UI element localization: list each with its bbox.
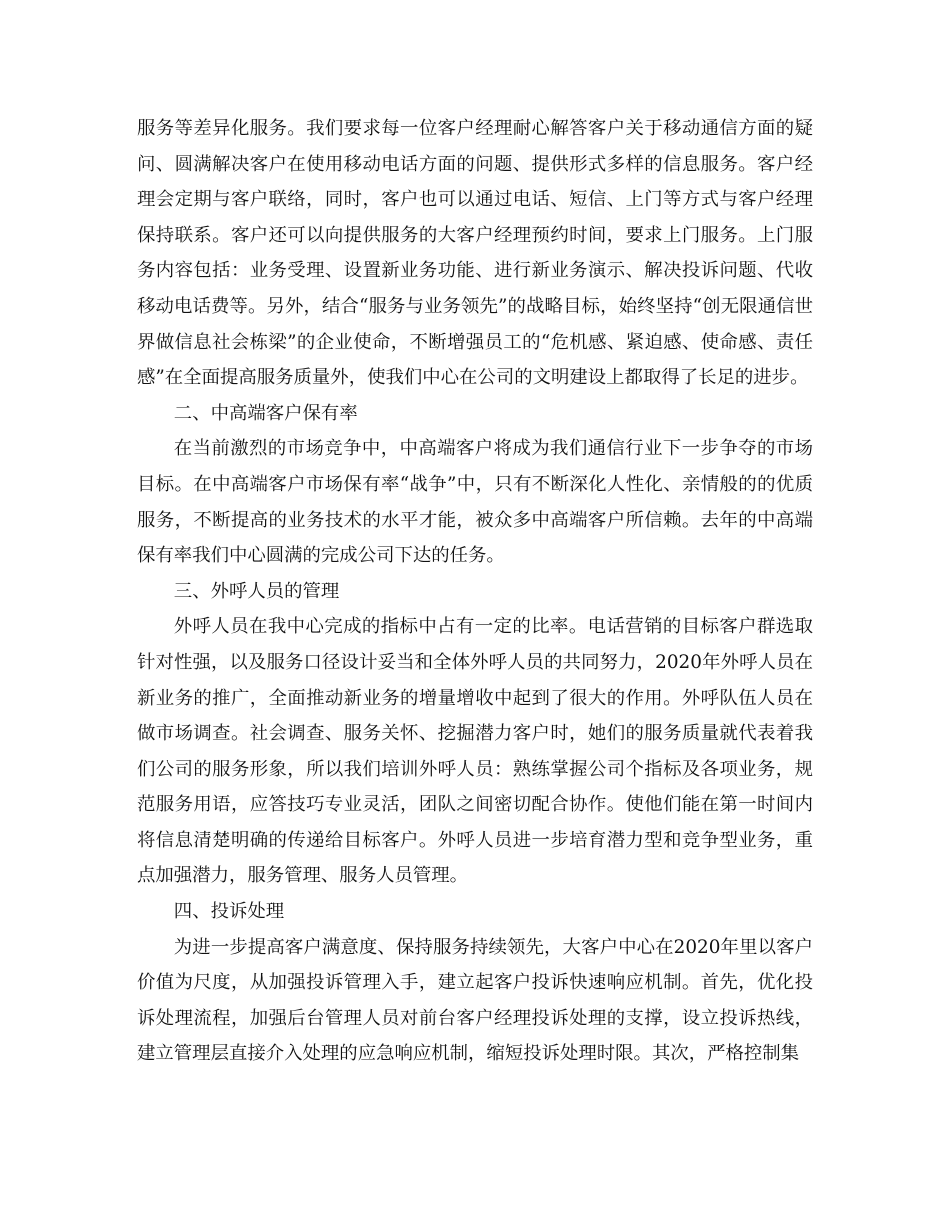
document-body	[137, 111, 813, 1072]
section-heading-complaints: 四、投诉处理	[173, 901, 285, 923]
paragraph-service-continued: 服务等差异化服务。我们要求每一位客户经理耐心解答客户关于移动通信方面的疑问、圆满解决客户在使用移动电话方面的问题、提供形式多样的信息服务。客户经理会定期与客户联络，同时，客户也可以通过电话、短信、上门等方式与客户经理保持联系。客户还可以向提供服务的大客户经理预约时间，要求上门服务。上门服务内容包括：业务受理、设置新业务功能、进行新业务演示、解决投诉问题、代收移动电话费等。另外，结合“服务与业务领先”的战略目标，始终坚持“创无限通信世界做信息社会栋梁”的企业使命，不断增强员工的“危机感、紧迫感、使命感、责任感”在全面提高服务质量外，使我们中心在公司的文明建设上都取得了长足的进步。	[137, 118, 813, 389]
paragraph-complaints: 为进一步提高客户满意度、保持服务持续领先，大客户中心在2020年里以客户价值为尺度，从加强投诉管理入手，建立起客户投诉快速响应机制。首先，优化投诉处理流程，加强后台管理人员对前台客户经理投诉处理的支撑，设立投诉热线，建立管理层直接介入处理的应急响应机制，缩短投诉处理时限。其次，严格控制集	[137, 936, 813, 1065]
section-heading-outbound-staff: 三、外呼人员的管理	[173, 580, 340, 602]
section-heading-retention: 二、中高端客户保有率	[173, 402, 358, 424]
paragraph-outbound-staff: 外呼人员在我中心完成的指标中占有一定的比率。电话营销的目标客户群选取针对性强，以及服务口径设计妥当和全体外呼人员的共同努力，2020年外呼人员在新业务的推广，全面推动新业务的增量增收中起到了很大的作用。外呼队伍人员在做市场调查。社会调查、服务关怀、挖掘潜力客户时，她们的服务质量就代表着我们公司的服务形象，所以我们培训外呼人员：熟练掌握公司个指标及各项业务，规范服务用语，应答技巧专业灵活，团队之间密切配合协作。使他们能在第一时间内将信息清楚明确的传递给目标客户。外呼人员进一步培育潜力型和竞争型业务，重点加强潜力，服务管理、服务人员管理。	[137, 616, 813, 887]
paragraph-retention: 在当前激烈的市场竞争中，中高端客户将成为我们通信行业下一步争夺的市场目标。在中高端客户市场保有率“战争”中，只有不断深化人性化、亲情般的的优质服务，不断提高的业务技术的水平才能，被众多中高端客户所信赖。去年的中高端保有率我们中心圆满的完成公司下达的任务。	[137, 438, 813, 567]
